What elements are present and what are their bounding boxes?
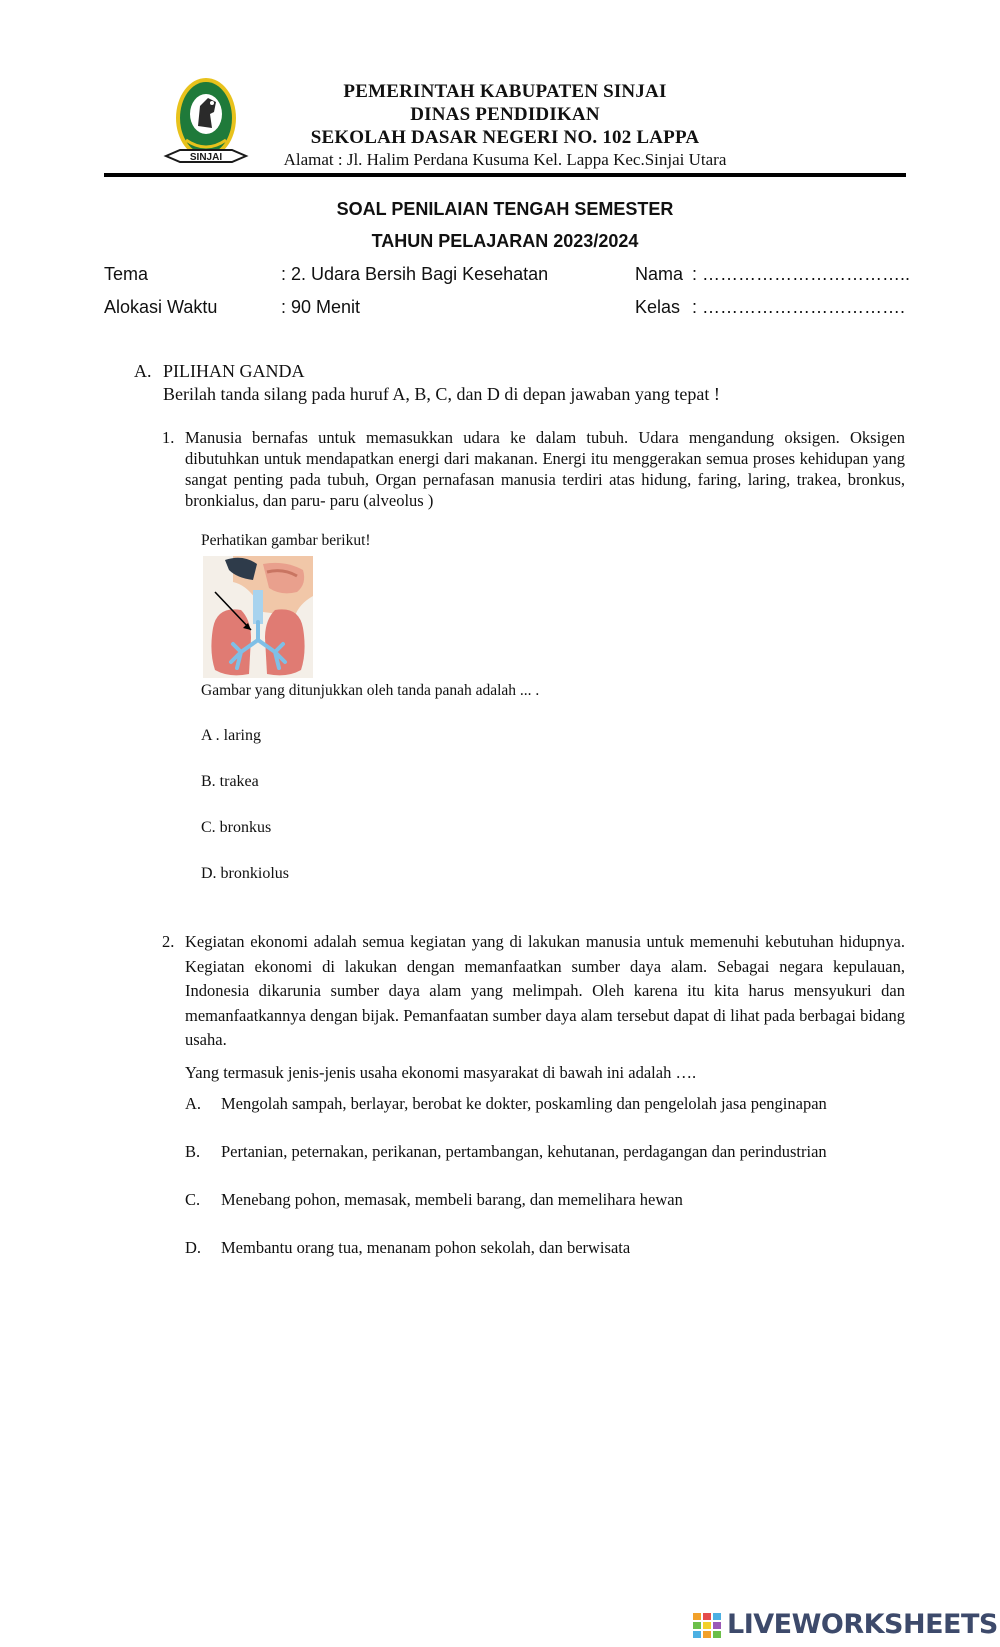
header-divider [104,173,906,177]
question-number: 1. [162,428,175,447]
option-letter-d: D. [185,1238,202,1257]
theme-label: Tema [104,264,149,284]
option-c[interactable]: C. bronkus [201,819,272,836]
question-number: 2. [162,932,175,951]
option-a[interactable]: A . laring [201,727,261,744]
question-text: Manusia bernafas untuk memasukkan udara ke dalam tubuh. Udara mengandung oksigen. Oksigen dibutuhkan untuk mendapatkan energi dari makanan. Energi itu menggerakan semua proses kehidupan yang sangat penting pada tubuh, Organ pernafasan manusia terdiri atas hidung, faring, laring, trakea, bronkus, bronkialus, dan paru- paru (alveolus ) [185,428,905,510]
figure-caption: Perhatikan gambar berikut! [201,532,371,549]
class-field[interactable]: : ……………………………. [692,297,906,317]
section-label: A. [134,361,152,381]
question-prompt: Yang termasuk jenis-jenis usaha ekonomi masyarakat di bawah ini adalah …. [185,1063,697,1082]
question-text: Kegiatan ekonomi adalah semua kegiatan yang di lakukan manusia untuk memenuhi kebutuhan hidupnya. Kegiatan ekonomi di lakukan dengan memanfaatkan sumber daya alam. Sebagai negara kepulauan, Indonesia dikarunia sumber daya alam yang melimpah. Oleh karena itu kita harus mensyukuri dan memanfaatkannya dengan bijak. Pemanfaatan sumber daya alam tersebut dapat di lihat pada berbagai bidang usaha. [185,932,905,1049]
class-label: Kelas [635,297,681,317]
option-c[interactable]: Menebang pohon, memasak, membeli barang, dan memelihara hewan [221,1190,683,1209]
school-address: Alamat : Jl. Halim Perdana Kusuma Kel. Lappa Kec.Sinjai Utara [283,150,727,169]
respiratory-system-illustration [203,556,313,678]
liveworksheets-text: LIVEWORKSHEETS [727,1609,998,1640]
section-title: PILIHAN GANDA [163,361,305,381]
option-d[interactable]: Membantu orang tua, menanam pohon sekolah, dan berwisata [221,1238,631,1257]
svg-text:SINJAI: SINJAI [189,152,223,163]
theme-value: : 2. Udara Bersih Bagi Kesehatan [281,264,549,284]
government-name: PEMERINTAH KABUPATEN SINJAI [343,81,667,102]
question-prompt: Gambar yang ditunjukkan oleh tanda panah adalah ... . [201,682,540,699]
option-d[interactable]: D. bronkiolus [201,865,289,882]
name-label: Nama [635,264,684,284]
option-b[interactable]: B. trakea [201,773,259,790]
option-b[interactable]: Pertanian, peternakan, perikanan, pertambangan, kehutanan, perdagangan dan perindustrian [221,1142,827,1161]
name-field[interactable]: : …………………………….. [692,264,911,284]
school-name: SEKOLAH DASAR NEGERI NO. 102 LAPPA [310,127,700,148]
option-letter-a: A. [185,1094,202,1113]
time-label: Alokasi Waktu [104,297,218,317]
option-letter-b: B. [185,1142,201,1161]
department-name: DINAS PENDIDIKAN [410,104,600,125]
exam-title: SOAL PENILAIAN TENGAH SEMESTER [336,199,674,219]
liveworksheets-watermark [693,1609,998,1640]
option-letter-c: C. [185,1190,201,1209]
section-instruction: Berilah tanda silang pada huruf A, B, C, dan D di depan jawaban yang tepat ! [163,384,720,404]
liveworksheets-logo-icon [693,1613,723,1639]
option-a[interactable]: Mengolah sampah, berlayar, berobat ke dokter, poskamling dan pengelolah jasa penginapan [221,1094,827,1113]
time-value: : 90 Menit [281,297,361,317]
exam-year: TAHUN PELAJARAN 2023/2024 [371,231,639,251]
